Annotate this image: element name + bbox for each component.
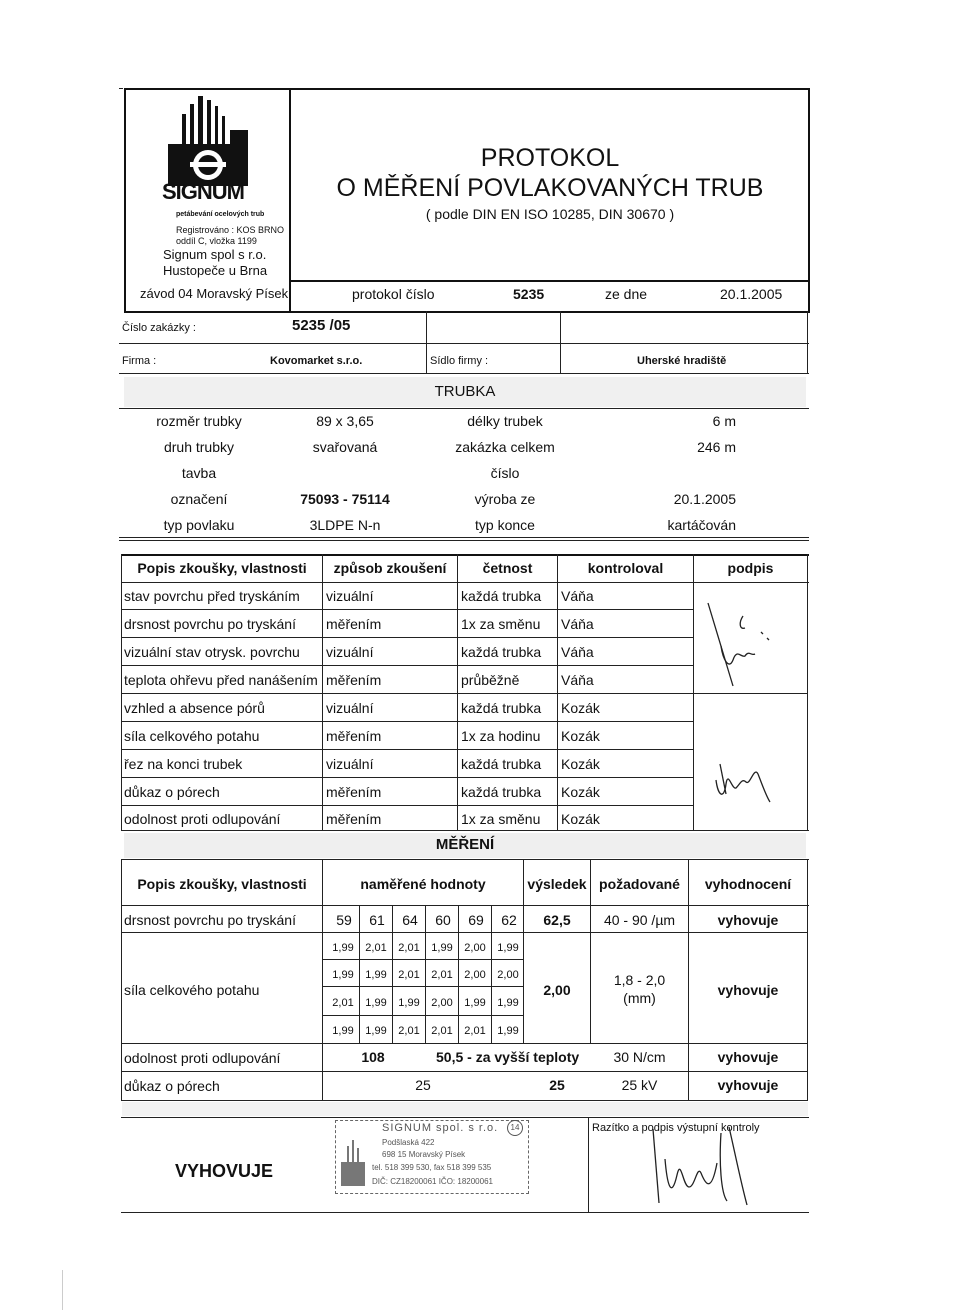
test-name: odolnost proti odlupování — [124, 811, 281, 827]
signum-logo-icon — [160, 92, 270, 192]
standard-note: ( podle DIN EN ISO 10285, DIN 30670 ) — [425, 206, 675, 222]
tube-label: délky trubek — [467, 413, 543, 429]
frame-left-header — [124, 88, 126, 313]
order-line-2 — [119, 373, 809, 374]
stamp-badge: 14 — [507, 1120, 523, 1136]
measurement-bottom-line — [121, 1100, 807, 1101]
test-method: měřením — [326, 728, 382, 744]
meas-value: 2,00 — [431, 997, 453, 1009]
row-line — [121, 1043, 807, 1044]
meas-header-values: naměřené hodnoty — [360, 876, 486, 892]
tube-label: označení — [170, 491, 228, 507]
company-name: Signum spol s r.o. — [163, 247, 267, 262]
tests-header-frequency: četnost — [482, 560, 533, 576]
meas-evaluation: vyhovuje — [717, 1077, 779, 1093]
protocol-date: 20.1.2005 — [720, 286, 783, 302]
registration-line1: Registrováno : KOS BRNO — [176, 225, 285, 235]
test-name: vzhled a absence pórů — [124, 700, 265, 716]
meas-evaluation: vyhovuje — [717, 982, 779, 998]
title-protokol: PROTOKOL — [480, 144, 620, 172]
test-frequency: každá trubka — [461, 756, 542, 772]
signature-vana-icon — [703, 598, 773, 688]
test-frequency: 1x za hodinu — [461, 728, 541, 744]
meas-value: 60 — [435, 912, 451, 928]
meas-value: 1,99 — [332, 1025, 354, 1037]
test-name: řez na konci trubek — [124, 756, 243, 772]
row-line — [121, 805, 693, 806]
meas-value: 108 — [361, 1049, 385, 1065]
test-checked-by: Váňa — [561, 616, 594, 632]
test-checked-by: Váňa — [561, 588, 594, 604]
tube-value: svařovaná — [312, 439, 378, 455]
tube-top-line — [119, 408, 809, 409]
meas-required-unit: (mm) — [623, 990, 656, 1006]
meas-value: 2,01 — [398, 969, 420, 981]
tube-label: číslo — [490, 465, 520, 481]
meas-required: 25 kV — [621, 1077, 658, 1093]
test-name: teplota ohřevu před nanášením — [124, 672, 318, 688]
footer-band — [122, 1102, 808, 1116]
row-line — [322, 986, 523, 987]
meas-result: 62,5 — [543, 912, 571, 928]
scan-mark — [62, 1270, 63, 1310]
registration-line2: oddíl C, vložka 1199 — [176, 236, 257, 246]
meas-name: odolnost proti odlupování — [124, 1050, 281, 1066]
row-line — [121, 665, 693, 666]
order-number: 5235 /05 — [292, 317, 351, 334]
stamp-line3: 698 15 Moravský Písek — [382, 1150, 466, 1159]
meas-value: 2,00 — [497, 969, 519, 981]
meas-value: 2,01 — [464, 1025, 486, 1037]
tests-header-checked: kontroloval — [587, 560, 664, 576]
order-label: Číslo zakázky : — [122, 322, 196, 334]
meas-value: 1,99 — [332, 969, 354, 981]
footer-line — [121, 1117, 809, 1118]
test-frequency: každá trubka — [461, 784, 542, 800]
order-line-1 — [119, 343, 809, 344]
meas-value: 1,99 — [332, 942, 354, 954]
test-method: vizuální — [326, 644, 374, 660]
tube-label: rozměr trubky — [156, 413, 242, 429]
tube-value: 75093 - 75114 — [300, 491, 390, 507]
tube-value: kartáčován — [667, 517, 736, 533]
meas-left — [121, 859, 122, 1101]
meas-value: 1,99 — [365, 969, 387, 981]
meas-result: 25 — [549, 1077, 565, 1093]
meas-value: 2,01 — [431, 1025, 453, 1037]
test-checked-by: Kozák — [561, 728, 600, 744]
company-plant: závod 04 Moravský Písek — [140, 286, 289, 301]
stamp-line2: Podšlaská 422 — [382, 1138, 435, 1147]
date-label: ze dne — [605, 286, 648, 302]
test-method: vizuální — [326, 756, 374, 772]
company-city: Hustopeče u Brna — [163, 263, 268, 278]
test-method: měřením — [326, 672, 382, 688]
meas-note: 50,5 - za vyšší teploty — [436, 1049, 580, 1065]
seat-label: Sídlo firmy : — [430, 355, 489, 367]
meas-value: 1,99 — [464, 997, 486, 1009]
verdict: VYHOVUJE — [175, 1161, 274, 1181]
stamp-line5: DIČ: CZ18200061 IČO: 18200061 — [372, 1177, 493, 1186]
tests-col-2 — [457, 554, 458, 830]
meas-value: 1,99 — [365, 1025, 387, 1037]
frame-top — [124, 88, 810, 90]
tube-bottom-line — [119, 537, 809, 538]
tube-value: 6 m — [712, 413, 736, 429]
test-method: vizuální — [326, 588, 374, 604]
tube-label: tavba — [181, 465, 217, 481]
protocol-number: 5235 — [513, 286, 545, 302]
meas-right — [807, 859, 808, 1101]
measurement-top-line — [121, 859, 809, 860]
tests-header-method: způsob zkoušení — [333, 560, 447, 576]
stamp-sign-label: Razítko a podpis výstupní kontroly — [592, 1122, 760, 1134]
protocol-label: protokol číslo — [352, 286, 435, 302]
test-method: měřením — [326, 784, 382, 800]
meas-value: 1,99 — [497, 942, 519, 954]
tests-col-3 — [557, 554, 558, 830]
test-name: stav povrchu před tryskáním — [124, 588, 300, 604]
meas-value: 2,00 — [464, 942, 486, 954]
meas-value: 62 — [501, 912, 517, 928]
meas-name: důkaz o pórech — [124, 1078, 220, 1094]
tests-header-line — [121, 582, 809, 583]
tests-col-1 — [322, 554, 323, 830]
test-name: síla celkového potahu — [124, 728, 260, 744]
tests-top-line — [121, 554, 809, 556]
test-checked-by: Kozák — [561, 756, 600, 772]
test-checked-by: Váňa — [561, 672, 594, 688]
test-method: vizuální — [326, 700, 374, 716]
meas-value: 1,99 — [497, 1025, 519, 1037]
tests-right — [807, 554, 808, 830]
meas-result: 2,00 — [543, 982, 571, 998]
tube-label: typ povlaku — [163, 517, 235, 533]
meas-name: síla celkového potahu — [124, 982, 260, 998]
meas-evaluation: vyhovuje — [717, 912, 779, 928]
measurement-header-line — [121, 905, 809, 906]
footer-divider — [588, 1117, 589, 1213]
tube-label: typ konce — [475, 517, 535, 533]
order-divider-2 — [560, 311, 561, 374]
header-bottom — [124, 311, 810, 313]
row-line — [121, 637, 693, 638]
meas-header-evaluation: vyhodnocení — [704, 876, 792, 892]
stamp-logo-icon — [337, 1138, 371, 1190]
row-line — [121, 609, 693, 610]
footer-bottom-line — [121, 1212, 809, 1213]
final-signature-icon — [645, 1123, 755, 1209]
meas-value: 2,01 — [431, 969, 453, 981]
test-method: měřením — [326, 811, 382, 827]
meas-header-name: Popis zkoušky, vlastnosti — [137, 876, 307, 892]
row-line — [121, 1071, 807, 1072]
test-frequency: každá trubka — [461, 644, 542, 660]
meas-value: 1,99 — [398, 997, 420, 1009]
tube-value: 246 m — [697, 439, 736, 455]
tests-header-signature: podpis — [727, 560, 774, 576]
tests-bottom-line — [121, 830, 809, 831]
row-line — [121, 749, 693, 750]
stamp-line4: tel. 518 399 530, fax 518 399 535 — [372, 1163, 492, 1172]
tube-value: 3LDPE N-n — [309, 517, 381, 533]
row-line — [121, 932, 807, 933]
meas-required: 30 N/cm — [613, 1049, 666, 1065]
test-method: měřením — [326, 616, 382, 632]
scan-mark — [119, 88, 123, 89]
row-line — [121, 693, 693, 694]
signature-kozak-icon — [712, 760, 772, 806]
tube-value: 20.1.2005 — [673, 491, 736, 507]
meas-value: 69 — [468, 912, 484, 928]
meas-value: 2,01 — [398, 1025, 420, 1037]
meas-value: 25 — [415, 1077, 431, 1093]
tests-left — [121, 554, 122, 830]
title-main: O MĚŘENÍ POVLAKOVANÝCH TRUB — [336, 174, 764, 202]
meas-name: drsnost povrchu po tryskání — [124, 912, 296, 928]
test-checked-by: Kozák — [561, 811, 600, 827]
row-line — [121, 777, 693, 778]
meas-value: 61 — [369, 912, 385, 928]
stamp-line1: SIGNUM spol. s r.o. — [382, 1122, 499, 1134]
meas-value: 59 — [336, 912, 352, 928]
meas-value: 2,01 — [365, 942, 387, 954]
tube-bottom-line-2 — [119, 540, 809, 541]
test-frequency: každá trubka — [461, 700, 542, 716]
tube-label: výroba ze — [474, 491, 536, 507]
order-divider-1 — [426, 311, 427, 374]
measurement-section-title: MĚŘENÍ — [435, 836, 495, 853]
tests-col-4 — [693, 554, 694, 830]
test-checked-by: Váňa — [561, 644, 594, 660]
meas-value: 1,99 — [497, 997, 519, 1009]
sign-split-line — [693, 693, 807, 694]
firm-name: Kovomarket s.r.o. — [270, 355, 363, 367]
test-frequency: každá trubka — [461, 588, 542, 604]
meas-header-required: požadované — [599, 876, 680, 892]
logo-text: SIGNUM — [162, 179, 244, 204]
meas-required: 1,8 - 2,0 — [613, 972, 666, 988]
meas-header-result: výsledek — [527, 876, 587, 892]
meas-value: 2,00 — [464, 969, 486, 981]
test-name: důkaz o pórech — [124, 784, 220, 800]
meas-value: 2,01 — [332, 997, 354, 1009]
test-checked-by: Kozák — [561, 784, 600, 800]
tube-label: zakázka celkem — [455, 439, 555, 455]
test-frequency: 1x za směnu — [461, 616, 541, 632]
meas-value: 1,99 — [431, 942, 453, 954]
firm-seat: Uherské hradiště — [637, 355, 727, 367]
row-line — [121, 721, 693, 722]
row-line — [322, 1015, 523, 1016]
test-checked-by: Kozák — [561, 700, 600, 716]
meas-evaluation: vyhovuje — [717, 1049, 779, 1065]
logo-tagline: petábevání ocelových trub — [176, 211, 265, 218]
test-frequency: průběžně — [461, 672, 520, 688]
meas-required: 40 - 90 /µm — [603, 912, 676, 928]
tube-value: 89 x 3,65 — [316, 413, 374, 429]
meas-value: 1,99 — [365, 997, 387, 1009]
test-name: vizuální stav otrysk. povrchu — [124, 644, 300, 660]
tube-section-title: TRUBKA — [434, 383, 496, 400]
test-name: drsnost povrchu po tryskání — [124, 616, 296, 632]
protocol-line — [289, 280, 810, 282]
tube-label: druh trubky — [163, 439, 235, 455]
test-frequency: 1x za směnu — [461, 811, 541, 827]
row-line — [322, 959, 523, 960]
firm-label: Firma : — [122, 355, 157, 367]
meas-value: 2,01 — [398, 942, 420, 954]
order-divider-3 — [807, 311, 808, 374]
tests-header-name: Popis zkoušky, vlastnosti — [137, 560, 307, 576]
meas-value: 64 — [402, 912, 418, 928]
